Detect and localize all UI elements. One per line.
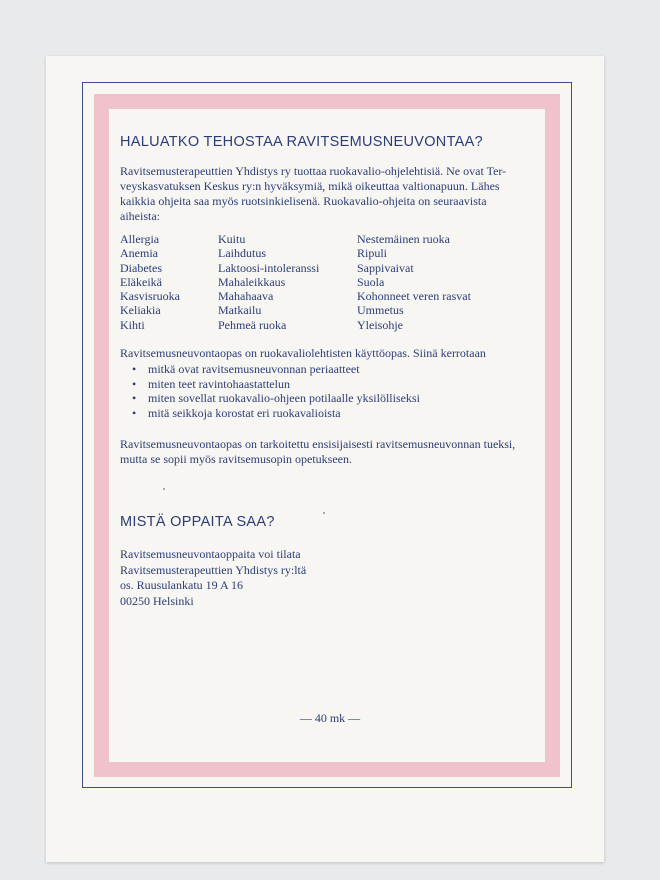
page-content (120, 134, 540, 608)
topic-item: Suola (357, 274, 385, 289)
bullet-text: miten teet ravintohaastattelun (148, 376, 290, 391)
intro-line: kaikkia ohjeita saa myös ruotsinkielisenä. Ruokavalio-ohjeita on seuraavista (120, 194, 487, 208)
topic-item: Diabetes (120, 260, 162, 275)
purpose-line: mutta se sopii myös ravitsemusopin opetukseen. (120, 452, 352, 466)
topic-item: Kasvisruoka (120, 289, 180, 304)
price-label: — 40 mk — (299, 711, 361, 725)
bullet-item (132, 362, 420, 377)
intro-line: veyskasvatuksen Keskus ry:n hyväksymiä, mikä oikeuttaa valtionapuun. Lähes (120, 179, 500, 193)
bullet-item (132, 391, 420, 406)
topic-item: Ripuli (357, 246, 388, 261)
topic-item: Kuitu (218, 232, 246, 246)
topic-item: Mahahaava (218, 289, 274, 304)
intro-line: Ravitsemusterapeuttien Yhdistys ry tuottaa ruokavalio-ohjelehtisiä. Ne ovat Ter- (120, 164, 507, 178)
topics-column-1 (120, 232, 218, 332)
bullet-text: miten sovellat ruokavalio-ohjeen potilaalle yksilölliseksi (148, 391, 420, 405)
topic-item: Laktoosi-intoleranssi (218, 260, 320, 275)
topic-item: Yleisohje (357, 317, 403, 332)
topic-item: Keliakia (120, 303, 161, 318)
purpose-paragraph (120, 437, 540, 467)
bullet-item (132, 406, 420, 421)
topic-item: Matkailu (218, 303, 262, 318)
paper-speck (323, 512, 325, 514)
intro-line: aiheista: (120, 209, 160, 223)
diet-topics-list (120, 232, 540, 332)
topic-item: Sappivaivat (357, 260, 414, 275)
topics-column-3 (357, 232, 537, 332)
bullet-text: mitä seikkoja korostat eri ruokavalioista (148, 405, 341, 420)
bullet-text: mitkä ovat ravitsemusneuvonnan periaatteet (148, 362, 360, 376)
heading-nutrition-counseling: HALUATKO TEHOSTAA RAVITSEMUSNEUVONTAA? (120, 134, 483, 150)
topic-item: Kihti (120, 317, 145, 332)
paper-speck (163, 488, 165, 490)
order-line: Ravitsemusterapeuttien Yhdistys ry:ltä (120, 562, 307, 577)
guide-contents-list (132, 362, 420, 420)
heading-where-to-get: MISTÄ OPPAITA SAA? (120, 514, 275, 530)
topic-item: Anemia (120, 246, 158, 261)
topic-item: Kohonneet veren rasvat (357, 289, 471, 304)
topic-item: Laihdutus (218, 246, 266, 261)
bullet-dot-icon: • (132, 362, 137, 376)
guide-intro-paragraph: Ravitsemusneuvontaopas on ruokavaliolehtisten käyttöopas. Siinä kerrotaan (120, 346, 486, 360)
order-address-block (120, 547, 306, 609)
purpose-line: Ravitsemusneuvontaopas on tarkoitettu ensisijaisesti ravitsemusneuvonnan tueksi, (120, 437, 516, 451)
topic-item: Eläkeikä (120, 274, 162, 289)
bullet-dot-icon: • (132, 405, 137, 420)
bullet-item (132, 377, 420, 392)
topic-item: Ummetus (357, 303, 404, 318)
topic-item: Pehmeä ruoka (218, 317, 287, 332)
topic-item: Allergia (120, 232, 160, 246)
order-line: 00250 Helsinki (120, 593, 194, 608)
bullet-dot-icon: • (132, 376, 137, 391)
order-line: os. Ruusulankatu 19 A 16 (120, 578, 244, 592)
topic-item: Mahaleikkaus (218, 274, 286, 289)
intro-paragraph (120, 164, 532, 224)
topic-item: Nestemäinen ruoka (357, 232, 450, 246)
topics-column-2 (218, 232, 357, 332)
bullet-dot-icon: • (132, 391, 137, 405)
order-line: Ravitsemusneuvontaoppaita voi tilata (120, 547, 301, 561)
